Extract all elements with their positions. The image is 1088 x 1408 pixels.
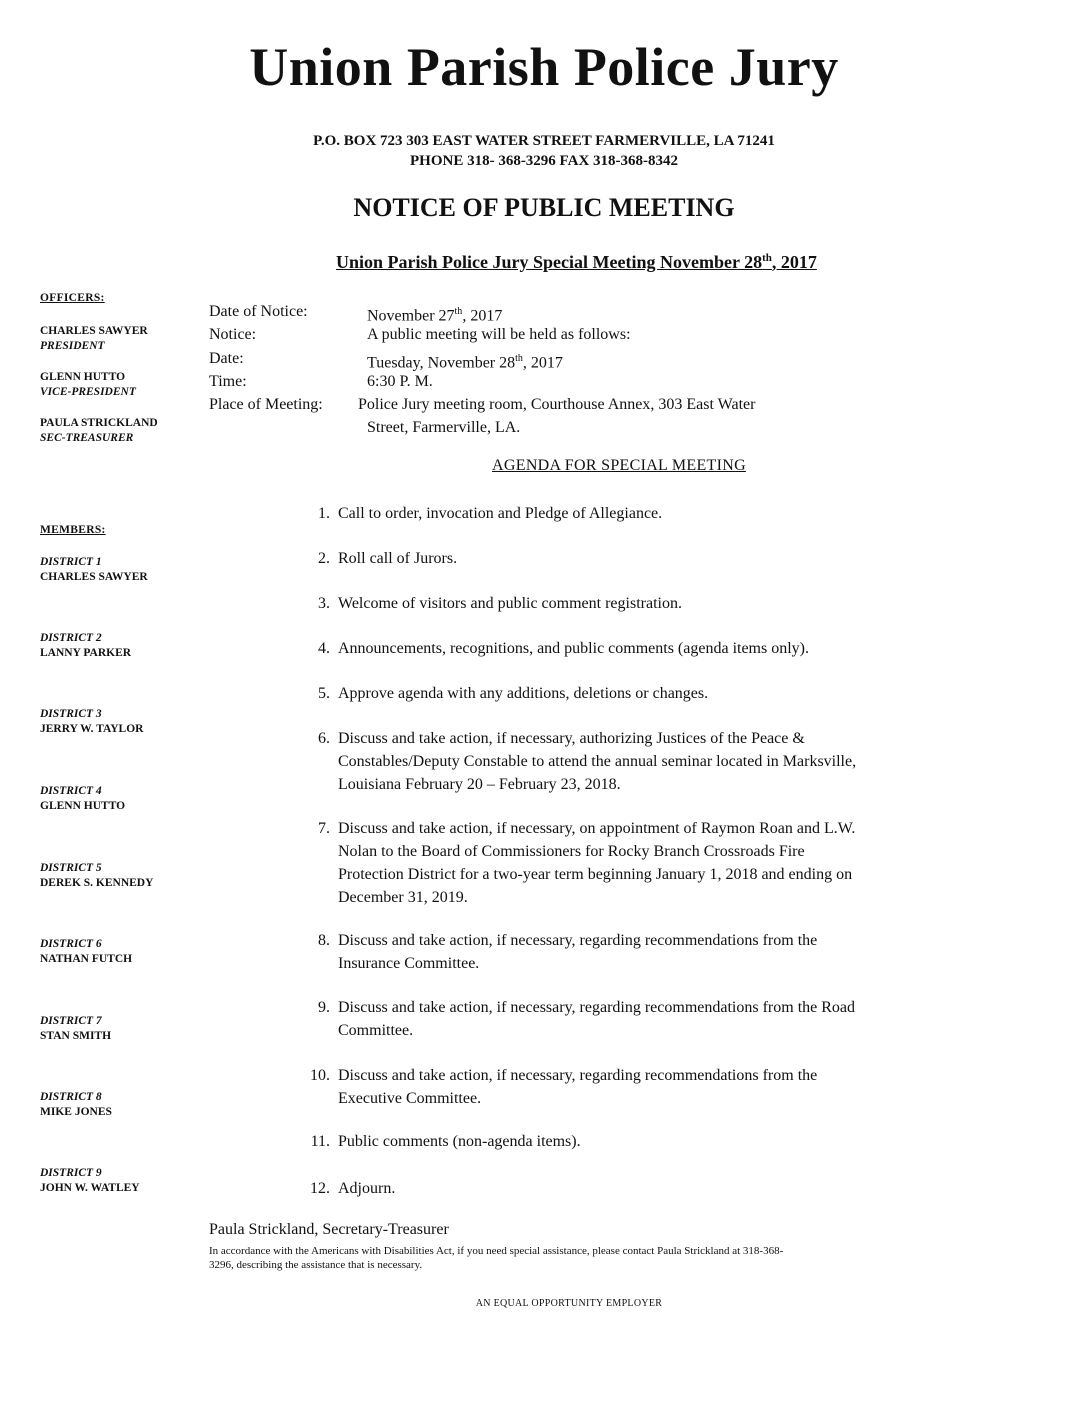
officer-name: PAULA STRICKLAND [40,417,158,429]
member-district: DISTRICT 6 [40,938,102,950]
agenda-item-number: 4. [318,640,330,657]
agenda-line: Executive Committee. [338,1090,482,1107]
member-district: DISTRICT 3 [40,708,102,720]
agenda-line: Committee. [338,1022,414,1039]
member-district: DISTRICT 1 [40,556,102,568]
agenda-line: Discuss and take action, if necessary, on appointment of Raymon Roan and L.W. [338,820,856,837]
members-heading: MEMBERS: [40,524,106,536]
address-line: P.O. BOX 723 303 EAST WATER STREET FARMERVILLE, LA 71241 [313,133,775,149]
officer-entry [40,324,200,354]
member-name: NATHAN FUTCH [40,953,133,965]
meeting-subtitle [336,252,817,273]
member-district: DISTRICT 4 [40,785,102,797]
notice-details [209,300,909,440]
detail-value-sup: th [454,306,463,317]
subtitle-year: , 2017 [771,252,817,272]
member-district: DISTRICT 5 [40,862,102,874]
detail-value-text: Tuesday, November 28 [367,353,516,371]
member-entry [40,1014,200,1044]
member-name: GLENN HUTTO [40,800,126,812]
officer-role: SEC-TREASURER [40,432,134,444]
officer-entry [40,370,200,400]
member-name: JOHN W. WATLEY [40,1182,140,1194]
signature-line: Paula Strickland, Secretary-Treasurer [209,1221,449,1238]
detail-row-notice [209,323,909,346]
phone-fax-line: PHONE 318- 368-3296 FAX 318-368-8342 [409,153,679,169]
agenda-line: Insurance Committee. [338,955,480,972]
member-name: CHARLES SAWYER [40,571,148,583]
agenda-line: Call to order, invocation and Pledge of Allegiance. [338,505,663,522]
member-district: DISTRICT 2 [40,632,102,644]
agenda-line: Nolan to the Board of Commissioners for Rocky Branch Crossroads Fire [338,843,805,860]
detail-row-date [209,347,909,370]
agenda-item-text [338,929,978,975]
member-name: JERRY W. TAYLOR [40,723,144,735]
subtitle-sup: th [762,252,772,264]
agenda-item-number: 10. [310,1067,330,1084]
agenda-item-number: 5. [318,685,330,702]
detail-label: Date of Notice: [209,303,308,320]
detail-value: 6:30 P. M. [367,372,433,390]
subtitle-main: Union Parish Police Jury Special Meeting November 28 [336,252,763,272]
detail-value: A public meeting will be held as follows: [367,326,631,344]
member-district: DISTRICT 9 [40,1167,102,1179]
member-district: DISTRICT 8 [40,1091,102,1103]
agenda-item-text [338,727,978,796]
agenda-item-text [338,1064,978,1110]
detail-row-date-of-notice [209,300,909,323]
officer-name: CHARLES SAWYER [40,325,148,337]
member-entry [40,631,200,661]
org-name-masthead: Union Parish Police Jury [249,37,839,97]
detail-label: Notice: [209,326,257,344]
agenda-line: Constables/Deputy Constable to attend the annual seminar located in Marksville, [338,753,857,770]
agenda-item-text [338,682,978,705]
agenda-item-text [338,996,978,1042]
agenda-item-number: 12. [310,1180,330,1197]
agenda-item-number: 7. [318,820,330,837]
detail-value-text: , 2017 [462,307,503,325]
member-entry [40,707,200,737]
agenda-line: Announcements, recognitions, and public comments (agenda items only). [338,640,809,657]
officers-heading: OFFICERS: [40,292,105,304]
officer-role: PRESIDENT [40,340,105,352]
ada-notice-line: 3296, describing the assistance that is necessary. [209,1259,423,1271]
officer-role: VICE-PRESIDENT [40,386,136,398]
detail-label: Date: [209,349,244,367]
page-title: NOTICE OF PUBLIC MEETING [353,193,735,222]
agenda-item-number: 6. [318,730,330,747]
agenda-item-number: 11. [310,1133,330,1150]
member-name: STAN SMITH [40,1030,112,1042]
detail-label: Time: [209,372,247,390]
member-entry [40,1090,200,1120]
agenda-line: Adjourn. [338,1180,396,1197]
agenda-item-text [338,547,978,570]
member-district: DISTRICT 7 [40,1015,102,1027]
member-entry [40,784,200,814]
officer-entry [40,416,200,446]
agenda-item-text [338,1130,978,1153]
detail-value-sup: th [515,352,523,364]
agenda-item-text [338,1177,978,1200]
detail-value-text: November 27 [367,307,455,325]
agenda-line: Discuss and take action, if necessary, authorizing Justices of the Peace & [338,730,805,747]
agenda-line: Louisiana February 20 – February 23, 2018. [338,776,621,793]
member-name: DEREK S. KENNEDY [40,877,154,889]
member-name: LANNY PARKER [40,647,132,659]
detail-row-place [209,393,909,416]
agenda-heading: AGENDA FOR SPECIAL MEETING [492,457,746,474]
member-entry [40,1166,200,1196]
ada-notice-line: In accordance with the Americans with Disabilities Act, if you need special assistance, please contact Paula Strickland at 318-368- [209,1245,784,1257]
agenda-item-text [338,817,978,909]
agenda-item-number: 1. [318,505,330,522]
agenda-item-text [338,592,978,615]
detail-row-time [209,370,909,393]
detail-row-place-cont [209,416,909,439]
agenda-line: Public comments (non-agenda items). [338,1133,581,1150]
detail-value: Street, Farmerville, LA. [367,419,521,437]
member-entry [40,937,200,967]
footer-eoe: AN EQUAL OPPORTUNITY EMPLOYER [475,1298,663,1309]
member-entry [40,555,200,585]
detail-value: Police Jury meeting room, Courthouse Annex, 303 East Water [358,396,756,414]
agenda-item-number: 3. [318,595,330,612]
agenda-line: Roll call of Jurors. [338,550,458,567]
agenda-item-number: 9. [318,999,330,1016]
agenda-line: Discuss and take action, if necessary, regarding recommendations from the Road [338,999,856,1016]
agenda-line: Approve agenda with any additions, deletions or changes. [338,685,709,702]
member-name: MIKE JONES [40,1106,112,1118]
agenda-item-text [338,637,978,660]
agenda-line: Welcome of visitors and public comment registration. [338,595,682,612]
agenda-line: Protection District for a two-year term beginning January 1, 2018 and ending on [338,866,853,883]
agenda-line: December 31, 2019. [338,889,468,906]
member-entry [40,861,200,891]
agenda-line: Discuss and take action, if necessary, regarding recommendations from the [338,932,818,949]
detail-label: Place of Meeting: [209,396,323,414]
agenda-item-text [338,502,978,525]
agenda-item-number: 8. [318,932,330,949]
officer-name: GLENN HUTTO [40,371,126,383]
ada-notice [209,1244,969,1272]
agenda-item-number: 2. [318,550,330,567]
detail-value-text: , 2017 [522,353,563,371]
agenda-line: Discuss and take action, if necessary, regarding recommendations from the [338,1067,818,1084]
